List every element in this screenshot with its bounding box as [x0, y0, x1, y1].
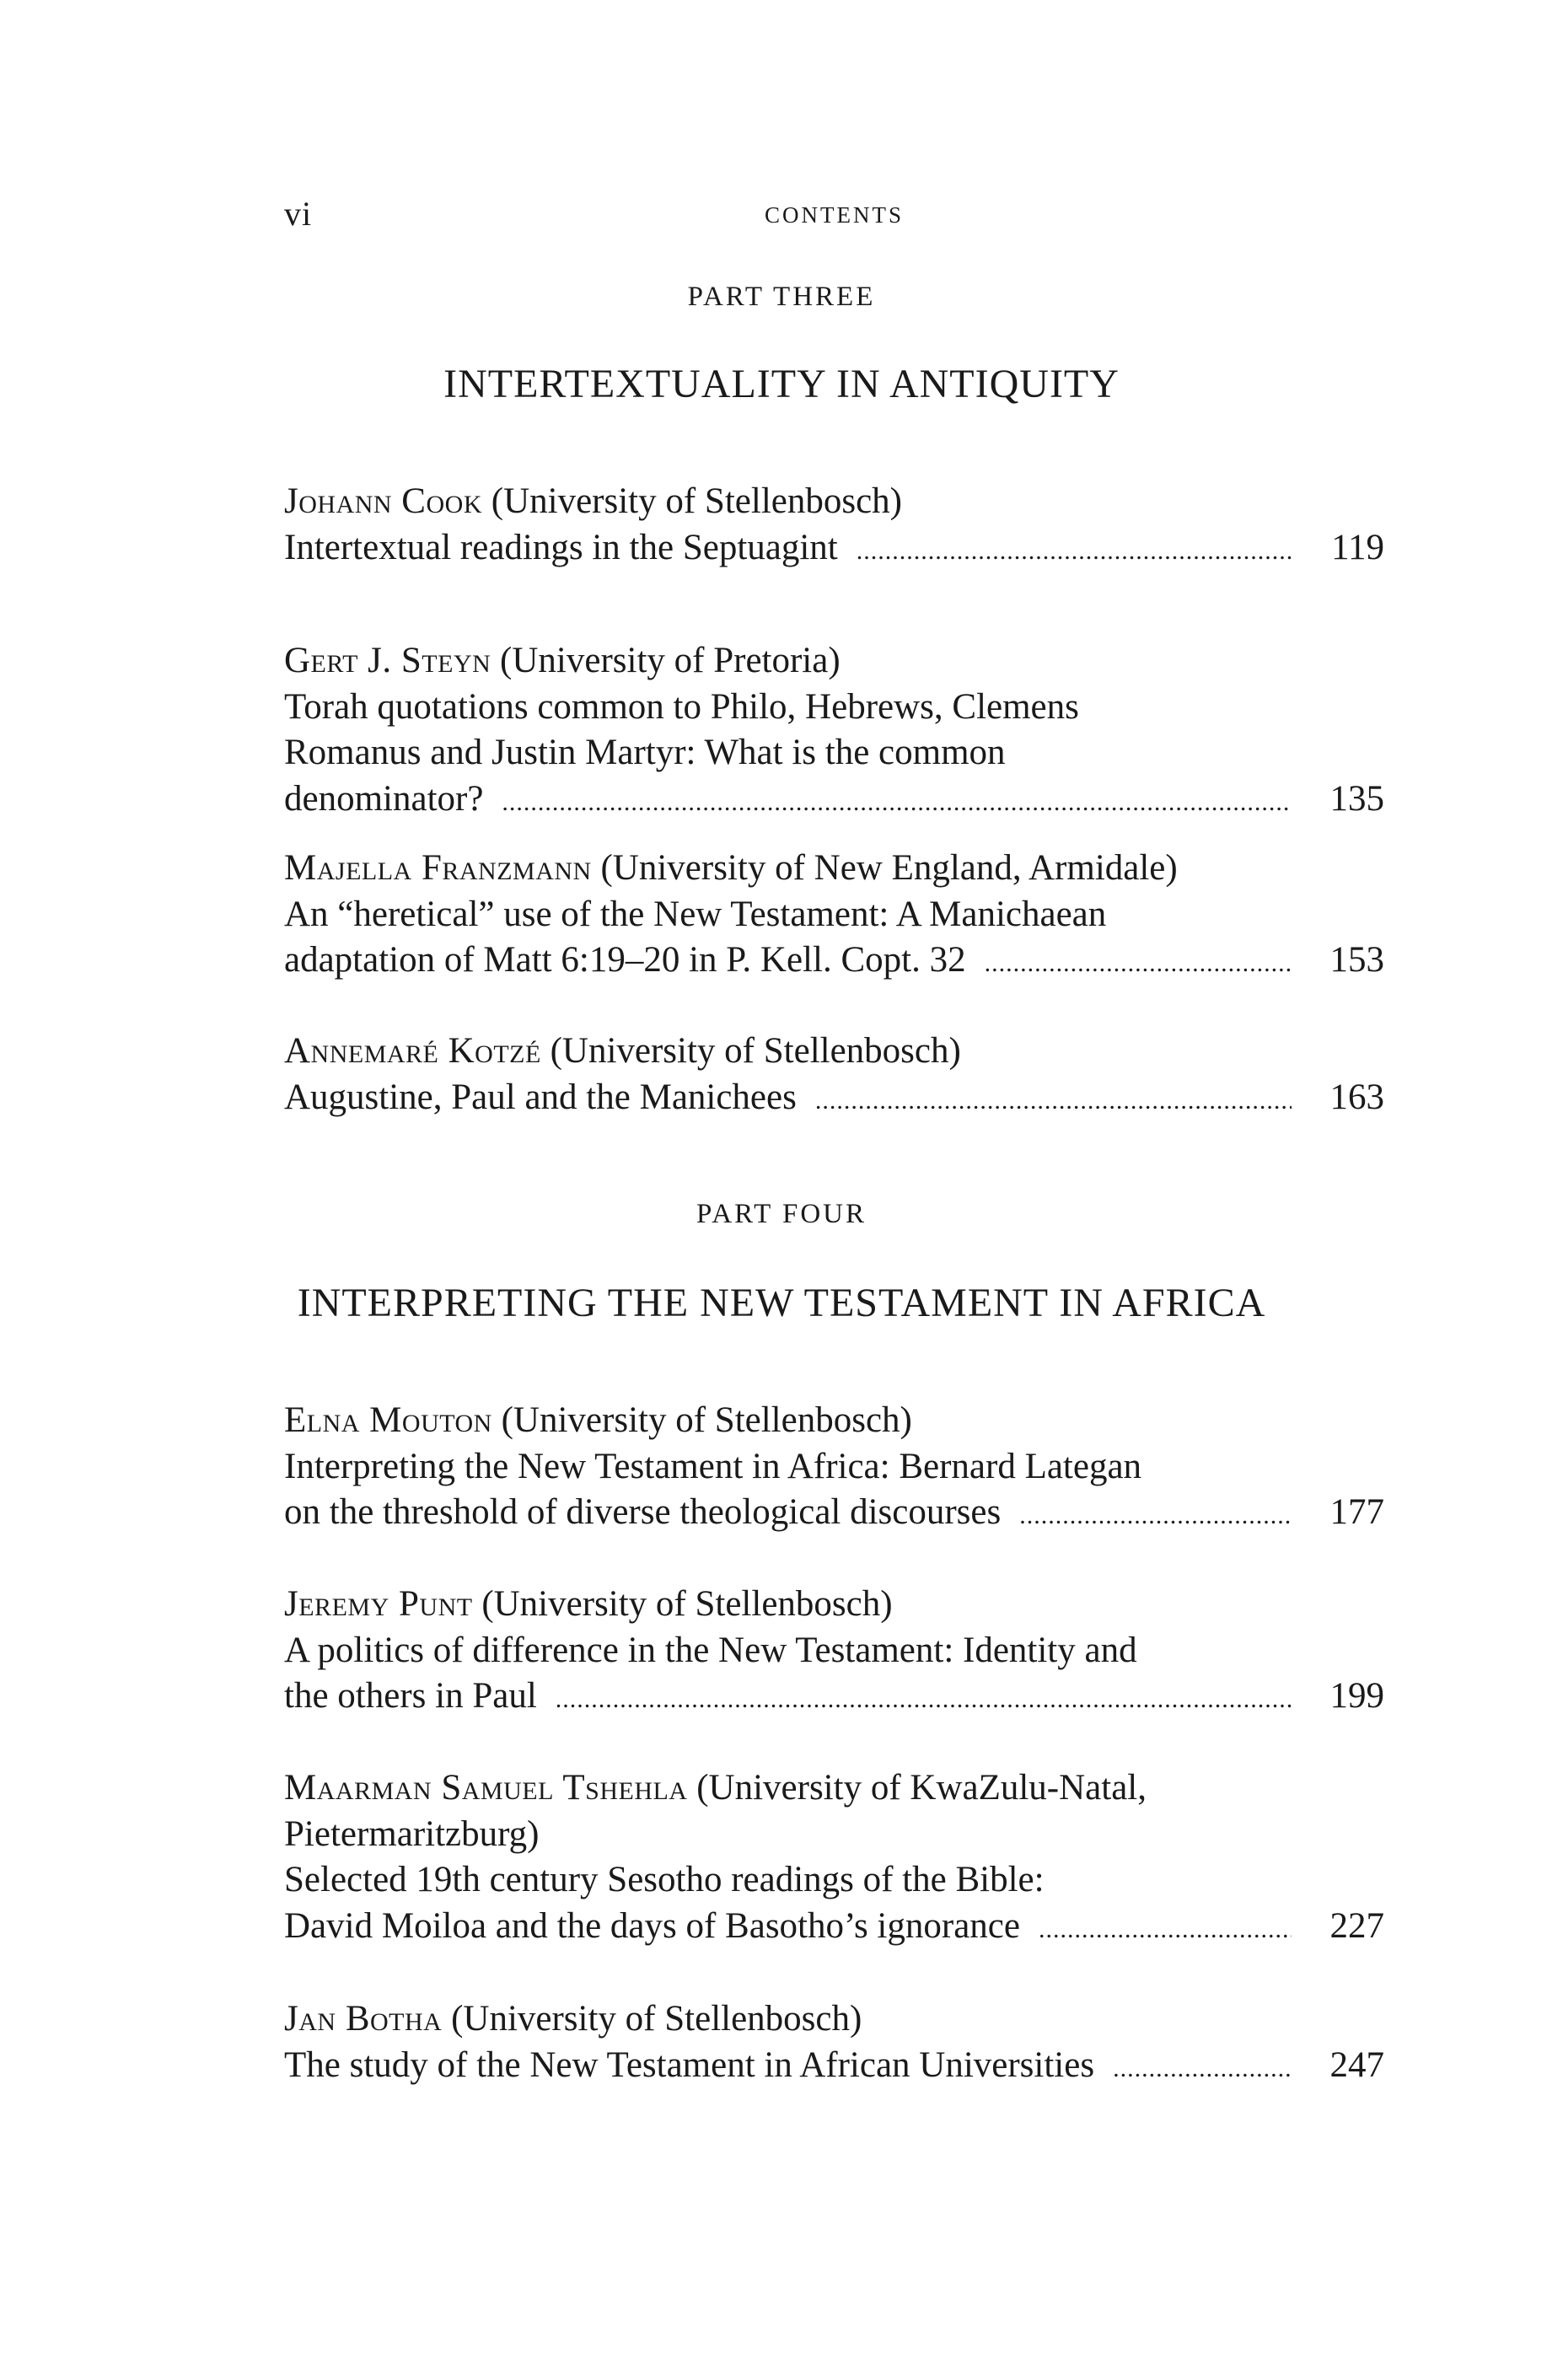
entry-title: David Moiloa and the days of Basotho’s ignorance: [284, 1905, 1020, 1946]
entry-author-line: [284, 479, 1384, 525]
entry-page-number: 153: [1329, 940, 1384, 980]
toc-entry[interactable]: [284, 638, 1384, 825]
toc-entry[interactable]: [284, 1996, 1384, 2092]
entry-affiliation: (University of Pretoria): [500, 641, 841, 680]
dot-leader: [857, 529, 1292, 575]
entry-affiliation-continued: Pietermaritzburg): [284, 1813, 540, 1854]
entry-title: denominator?: [284, 778, 484, 819]
dot-leader: [1113, 2046, 1292, 2093]
toc-entry[interactable]: [284, 1029, 1384, 1124]
entry-author: Johann Cook: [284, 481, 482, 521]
toc-entry[interactable]: [284, 479, 1384, 574]
part-four-title: INTERPRETING THE NEW TESTAMENT IN AFRICA: [297, 1281, 1266, 1325]
entry-title-line: [284, 776, 1384, 826]
entry-author-line: [284, 1398, 1384, 1444]
entry-author-line: [284, 1582, 1384, 1628]
entry-affiliation: (University of Stellenbosch): [451, 1999, 862, 2039]
entry-title-line: [284, 1904, 1384, 1953]
entry-author-line: [284, 1765, 1384, 1812]
entry-page-number: 135: [1329, 778, 1384, 819]
dot-leader: [502, 780, 1292, 826]
entry-title: An “heretical” use of the New Testament: A Manichaean: [284, 894, 1107, 934]
entry-page-number: 247: [1329, 2044, 1384, 2085]
entry-page-number: 177: [1329, 1492, 1384, 1532]
entry-title-line: [284, 1075, 1384, 1125]
entry-affiliation: (University of KwaZulu-Natal,: [696, 1768, 1147, 1808]
entry-author: Elna Mouton: [284, 1400, 492, 1440]
entry-author: Majella Franzmann: [284, 848, 592, 888]
entry-title-line: [284, 1674, 1384, 1723]
entry-affiliation: (University of Stellenbosch): [491, 481, 902, 521]
entry-page-number: 199: [1329, 1676, 1384, 1716]
entry-author-line: [284, 1029, 1384, 1075]
running-head: [284, 194, 1384, 244]
entry-title: adaptation of Matt 6:19–20 in P. Kell. Copt. 32: [284, 940, 966, 980]
entry-title: Intertextual readings in the Septuagint: [284, 527, 838, 567]
dot-leader: [985, 941, 1292, 987]
entry-title: Torah quotations common to Philo, Hebrews, Clemens: [284, 686, 1079, 727]
entry-author: Maarman Samuel Tshehla: [284, 1768, 688, 1808]
entry-title: A politics of difference in the New Testament: Identity and: [284, 1630, 1137, 1670]
entry-author: Jan Botha: [284, 1999, 443, 2039]
running-head-title: CONTENTS: [765, 202, 904, 228]
entry-page-number: 227: [1329, 1905, 1384, 1946]
entry-author-line: [284, 638, 1384, 685]
entry-author-line: [284, 1996, 1384, 2043]
part-three-label: PART THREE: [687, 282, 876, 312]
entry-author: Jeremy Punt: [284, 1584, 473, 1624]
entry-affiliation: (University of Stellenbosch): [481, 1584, 893, 1624]
entry-author: Annemaré Kotzé: [284, 1031, 541, 1071]
toc-entry[interactable]: [284, 1765, 1384, 1953]
entry-title: Selected 19th century Sesotho readings of the Bible:: [284, 1860, 1045, 1899]
entry-title-line: [284, 937, 1384, 987]
part-four-label: PART FOUR: [696, 1199, 867, 1229]
entry-title-line: [284, 1490, 1384, 1539]
toc-entry[interactable]: [284, 1582, 1384, 1723]
entry-author: Gert J. Steyn: [284, 641, 491, 680]
toc-entry[interactable]: [284, 846, 1384, 987]
entry-author-line: [284, 846, 1384, 892]
entry-title-line: [284, 2043, 1384, 2093]
dot-leader: [1039, 1907, 1292, 1953]
dot-leader: [1019, 1493, 1292, 1539]
entry-affiliation: (University of Stellenbosch): [501, 1400, 912, 1440]
dot-leader: [815, 1078, 1292, 1125]
part-three-title: INTERTEXTUALITY IN ANTIQUITY: [443, 362, 1120, 406]
entry-title: Interpreting the New Testament in Africa: Bernard Lategan: [284, 1446, 1142, 1486]
entry-title: on the threshold of diverse theological discourses: [284, 1492, 1002, 1532]
toc-entry[interactable]: [284, 1398, 1384, 1539]
entry-title: The study of the New Testament in African Universities: [284, 2044, 1095, 2085]
entry-title: Romanus and Justin Martyr: What is the common: [284, 733, 1006, 772]
entry-affiliation: (University of Stellenbosch): [550, 1031, 961, 1071]
entry-title-line: [284, 525, 1384, 575]
dot-leader: [556, 1677, 1292, 1723]
entry-title: the others in Paul: [284, 1676, 537, 1716]
entry-affiliation: (University of New England, Armidale): [600, 848, 1178, 888]
entry-page-number: 163: [1329, 1077, 1384, 1117]
entry-title: Augustine, Paul and the Manichees: [284, 1077, 797, 1117]
page-folio: vi: [284, 195, 313, 233]
entry-page-number: 119: [1331, 527, 1384, 567]
